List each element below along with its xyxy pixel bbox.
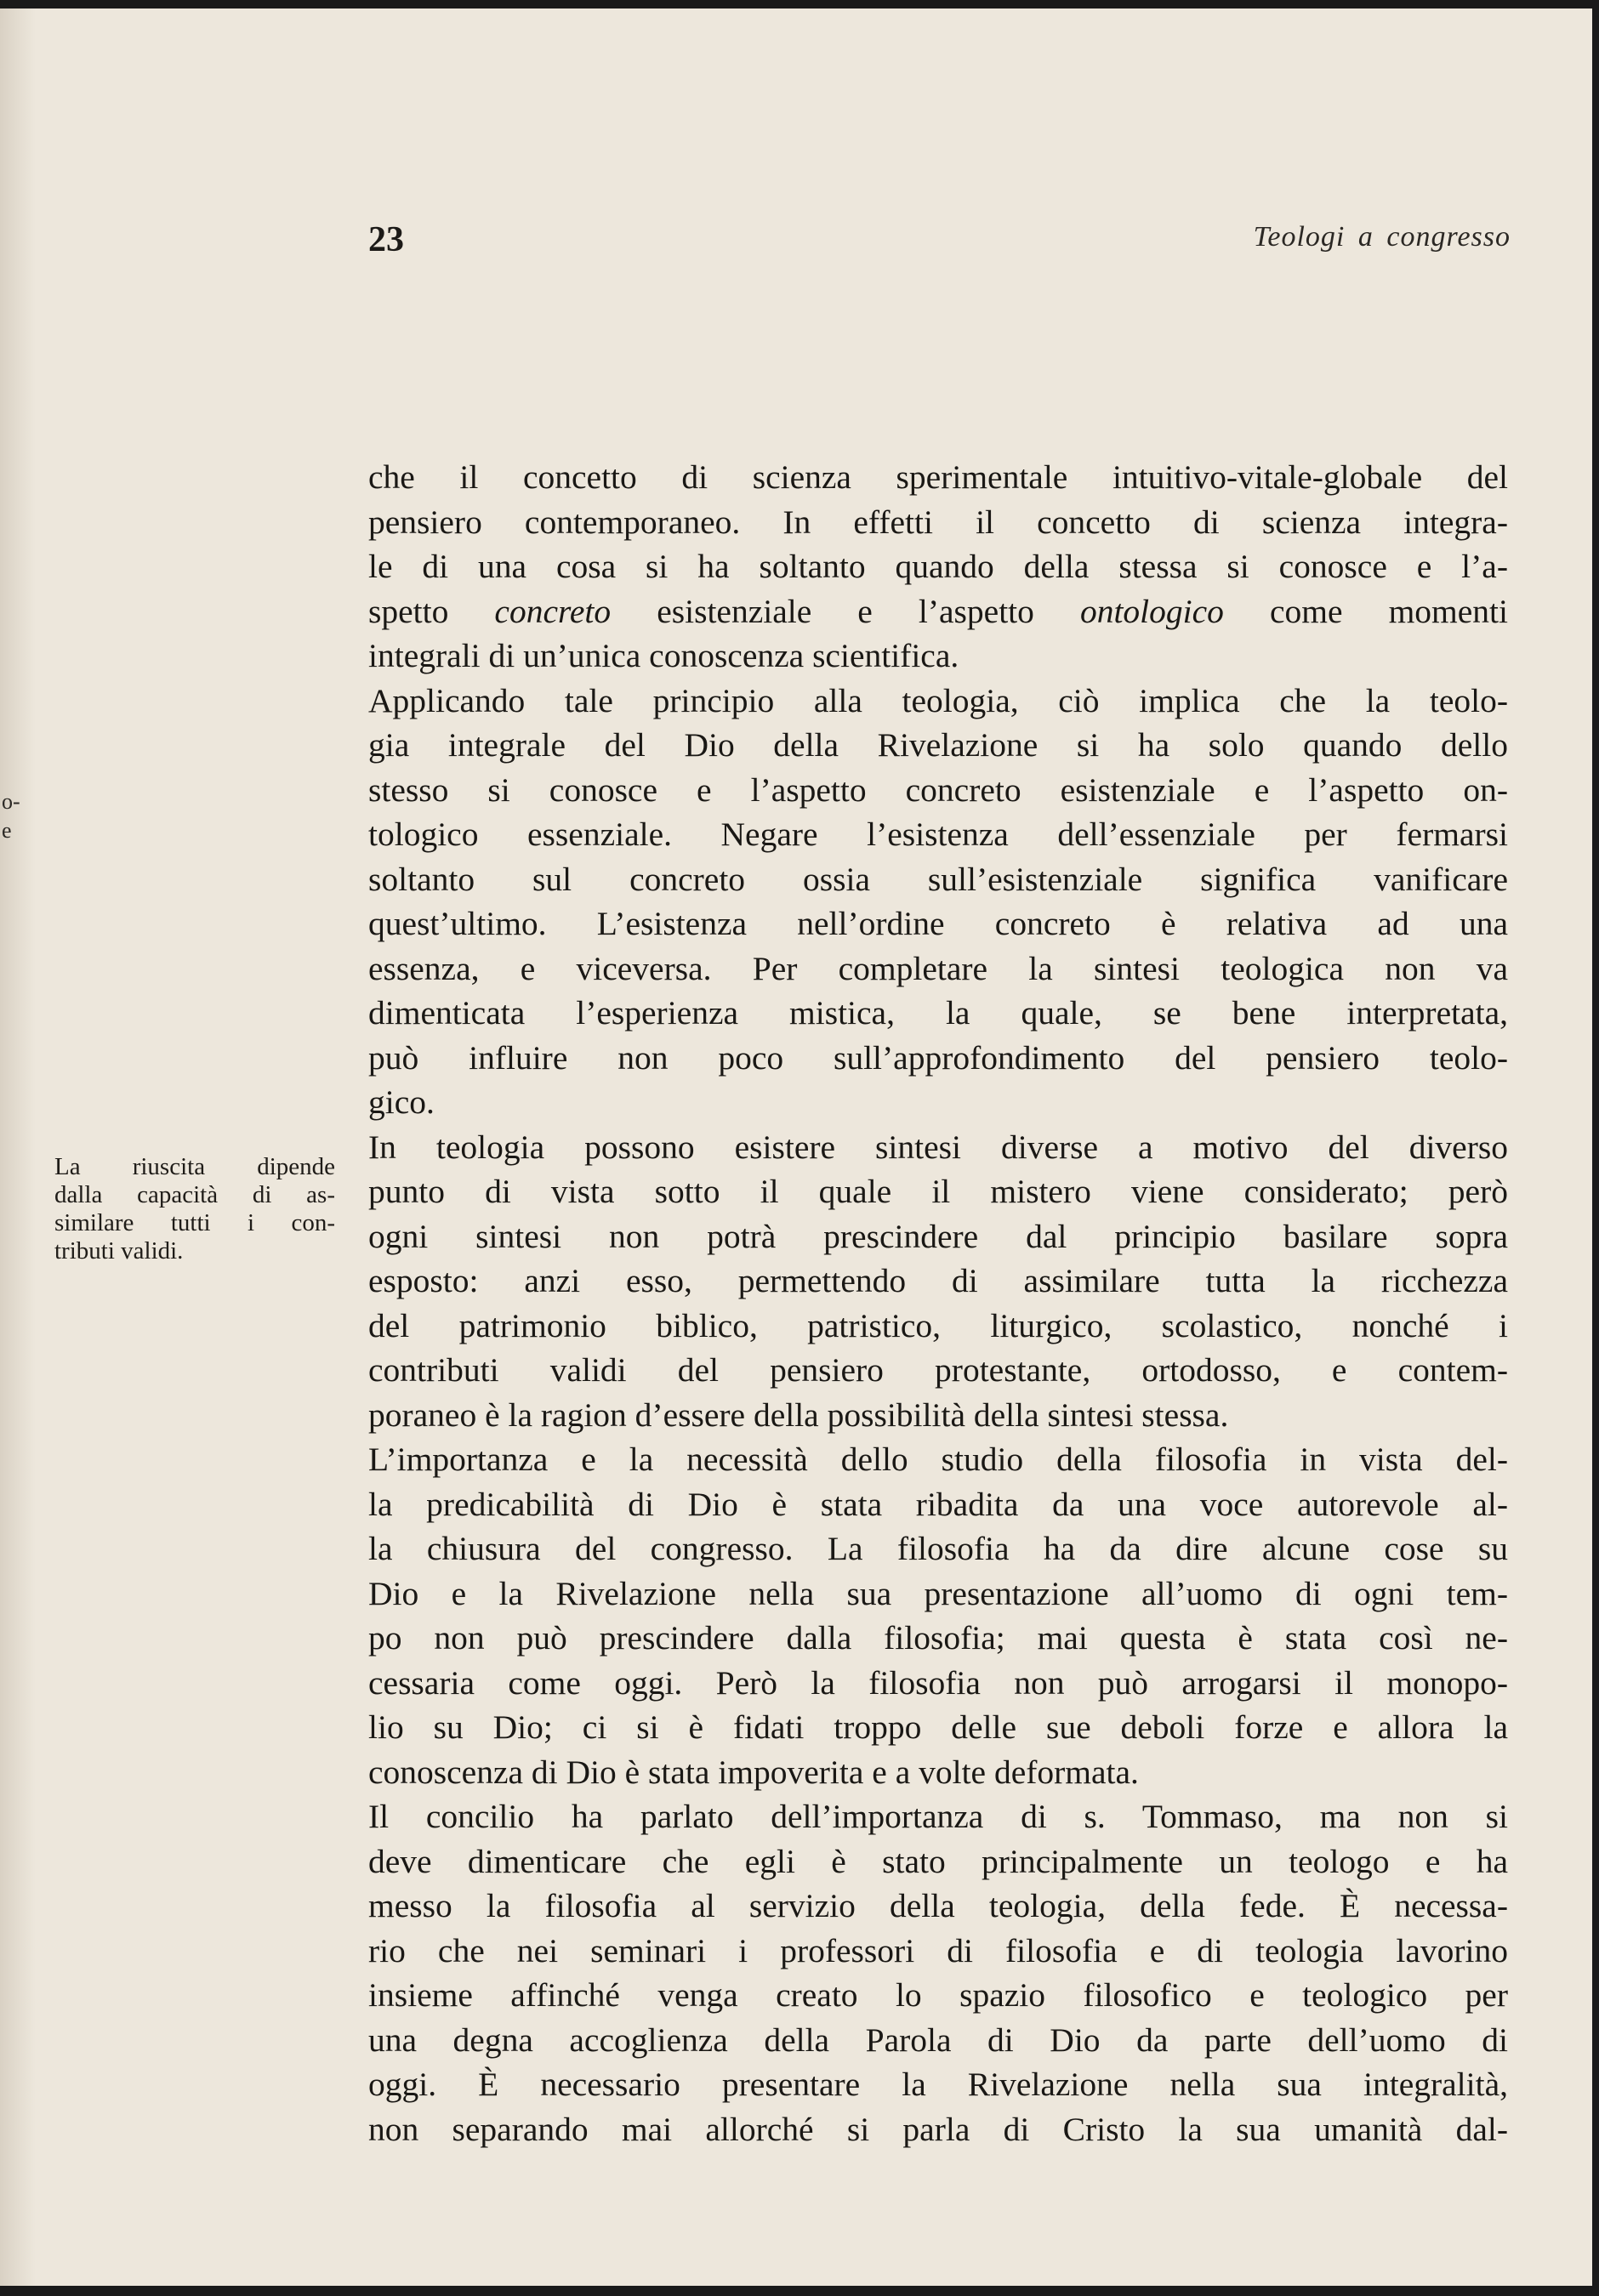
body-line: insieme affinché venga creato lo spazio filosofico e teologico per	[368, 1976, 1508, 2014]
margin-note	[54, 1153, 335, 1265]
body-line: gia integrale del Dio della Rivelazione si ha solo quando dello	[368, 726, 1508, 764]
margin-note-line: dalla capacità di as-	[54, 1181, 335, 1208]
body-line: In teologia possono esistere sintesi diverse a motivo del diverso	[368, 1128, 1508, 1166]
body-line: ogni sintesi non potrà prescindere dal principio basilare sopra	[368, 1217, 1508, 1255]
page-binding-shadow	[0, 9, 36, 2286]
margin-fragment: o-	[2, 789, 20, 814]
body-line: contributi validi del pensiero protestante, ortodosso, e contem-	[368, 1351, 1508, 1389]
margin-note-line: La riuscita dipende	[54, 1153, 335, 1180]
body-line: esposto: anzi esso, permettendo di assimilare tutta la ricchezza	[368, 1262, 1508, 1299]
body-line: spetto concreto esistenziale e l’aspetto ontologico come momenti	[368, 592, 1508, 630]
body-line: gico.	[368, 1083, 435, 1121]
body-line: oggi. È necessario presentare la Rivelazione nella sua integralità,	[368, 2066, 1508, 2103]
body-line: punto di vista sotto il quale il mistero viene considerato; però	[368, 1173, 1508, 1210]
body-line: Applicando tale principio alla teologia, ciò implica che la teolo-	[368, 681, 1508, 719]
book-page	[0, 9, 1592, 2286]
body-line: lio su Dio; ci si è fidati troppo delle sue deboli forze e allora la	[368, 1708, 1508, 1746]
body-line: quest’ultimo. L’esistenza nell’ordine concreto è relativa ad una	[368, 905, 1508, 942]
body-line: che il concetto di scienza sperimentale intuitivo-vitale-globale del	[368, 458, 1508, 496]
body-line: pensiero contemporaneo. In effetti il concetto di scienza integra-	[368, 503, 1508, 541]
body-line: Il concilio ha parlato dell’importanza di s. Tommaso, ma non si	[368, 1798, 1508, 1835]
body-line: Dio e la Rivelazione nella sua presentazione all’uomo di ogni tem-	[368, 1574, 1508, 1612]
body-line: po non può prescindere dalla filosofia; mai questa è stata così ne-	[368, 1619, 1508, 1657]
body-line: L’importanza e la necessità dello studio della filosofia in vista del-	[368, 1441, 1508, 1478]
body-line: messo la filosofia al servizio della teologia, della fede. È necessa-	[368, 1887, 1508, 1924]
body-line: non separando mai allorché si parla di Cristo la sua umanità dal-	[368, 2110, 1508, 2148]
body-line: soltanto sul concreto ossia sull’esistenziale significa vanificare	[368, 860, 1508, 898]
body-line: può influire non poco sull’approfondimento del pensiero teolo-	[368, 1038, 1508, 1077]
body-line: una degna accoglienza della Parola di Dio da parte dell’uomo di	[368, 2020, 1508, 2059]
margin-fragment: e	[2, 818, 12, 843]
running-title: Teologi a congresso	[1253, 221, 1511, 253]
body-line: tologico essenziale. Negare l’esistenza dell’essenziale per fermarsi	[368, 816, 1508, 853]
body-line: deve dimenticare che egli è stato principalmente un teologo e ha	[368, 1842, 1508, 1880]
body-line: essenza, e viceversa. Per completare la sintesi teologica non va	[368, 949, 1508, 987]
body-line: integrali di un’unica conoscenza scientifica.	[368, 637, 959, 674]
body-line: dimenticata l’esperienza mistica, la quale, se bene interpretata,	[368, 994, 1508, 1031]
body-line: conoscenza di Dio è stata impoverita e a volte deformata.	[368, 1753, 1139, 1791]
body-line: la predicabilità di Dio è stata ribadita da una voce autorevole al-	[368, 1485, 1508, 1523]
page-number: 23	[368, 220, 404, 259]
body-text	[368, 455, 1508, 2151]
body-line: del patrimonio biblico, patristico, liturgico, scolastico, nonché i	[368, 1306, 1508, 1344]
body-line: la chiusura del congresso. La filosofia ha da dire alcune cose su	[368, 1530, 1508, 1567]
body-line: stesso si conosce e l’aspetto concreto esistenziale e l’aspetto on-	[368, 770, 1508, 809]
body-line: rio che nei seminari i professori di filosofia e di teologia lavorino	[368, 1931, 1508, 1969]
margin-note-line: similare tutti i con-	[54, 1209, 335, 1236]
body-line: cessaria come oggi. Però la filosofia non può arrogarsi il monopo-	[368, 1663, 1508, 1702]
margin-note-line: tributi validi.	[54, 1237, 184, 1265]
body-line: le di una cosa si ha soltanto quando della stessa si conosce e l’a-	[368, 548, 1508, 585]
body-line: poraneo è la ragion d’essere della possibilità della sintesi stessa.	[368, 1395, 1229, 1434]
